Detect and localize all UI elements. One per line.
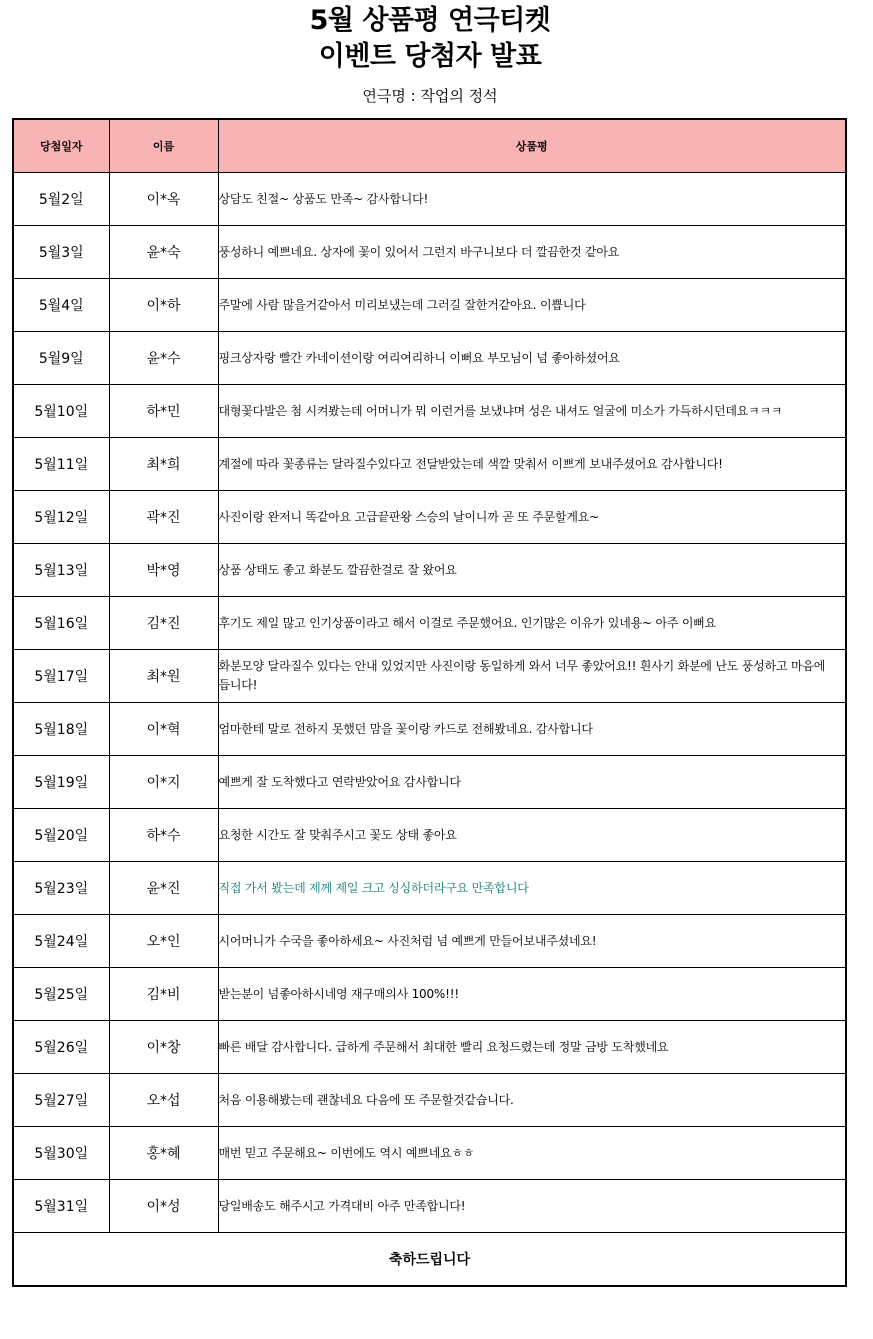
cell-date: 5월10일: [13, 385, 109, 438]
table-row: [13, 1180, 846, 1233]
table-row: [13, 703, 846, 756]
table-header-row: [13, 119, 846, 173]
cell-review: 매번 믿고 주문해요~ 이번에도 역시 예쁘네요ㅎㅎ: [218, 1127, 846, 1180]
cell-date: 5월3일: [13, 226, 109, 279]
winners-table: [12, 118, 847, 1287]
cell-name: 곽*진: [109, 491, 218, 544]
table-row: [13, 544, 846, 597]
page-title: 5월 상품평 연극티켓: [309, 5, 551, 36]
cell-name: 김*비: [109, 968, 218, 1021]
cell-review: 직접 가서 봤는데 제께 제일 크고 싱싱하더라구요 만족합니다: [218, 862, 846, 915]
cell-date: 5월17일: [13, 650, 109, 703]
table-row: [13, 279, 846, 332]
cell-name: 윤*숙: [109, 226, 218, 279]
cell-date: 5월19일: [13, 756, 109, 809]
cell-review: 화분모양 달라질수 있다는 안내 있었지만 사진이랑 동일하게 와서 너무 좋았어요!! 흰사기 화분에 난도 풍성하고 마음에 듭니다!: [218, 650, 846, 703]
cell-name: 홍*혜: [109, 1127, 218, 1180]
cell-name: 박*영: [109, 544, 218, 597]
table-row: [13, 1074, 846, 1127]
cell-review: 사진이랑 완저니 똑같아요 고급끝판왕 스승의 날이니까 곧 또 주문할게요~: [218, 491, 846, 544]
cell-name: 이*성: [109, 1180, 218, 1233]
cell-date: 5월25일: [13, 968, 109, 1021]
cell-date: 5월13일: [13, 544, 109, 597]
cell-review: 당일배송도 해주시고 가격대비 아주 만족합니다!: [218, 1180, 846, 1233]
cell-date: 5월12일: [13, 491, 109, 544]
cell-date: 5월16일: [13, 597, 109, 650]
table-row: [13, 438, 846, 491]
table-row: [13, 915, 846, 968]
cell-name: 이*옥: [109, 173, 218, 226]
cell-review: 핑크상자랑 빨간 카네이션이랑 여리여리하니 이뻐요 부모님이 넘 좋아하셨어요: [218, 332, 846, 385]
table-row: [13, 173, 846, 226]
cell-review: 받는분이 넘좋아하시네영 재구매의사 100%!!!: [218, 968, 846, 1021]
table-row: [13, 1021, 846, 1074]
cell-review: 시어머니가 수국을 좋아하세요~ 사진처럼 넘 예쁘게 만들어보내주셨네요!: [218, 915, 846, 968]
table-row: [13, 862, 846, 915]
header-date: 당첨일자: [13, 119, 109, 173]
table-row: [13, 809, 846, 862]
cell-name: 김*진: [109, 597, 218, 650]
cell-review: 처음 이용해봤는데 괜찮네요 다음에 또 주문할것같습니다.: [218, 1074, 846, 1127]
cell-review: 엄마한테 말로 전하지 못했던 맘을 꽃이랑 카드로 전해봤네요. 감사합니다: [218, 703, 846, 756]
cell-date: 5월9일: [13, 332, 109, 385]
cell-review: 상담도 친절~ 상품도 만족~ 감사합니다!: [218, 173, 846, 226]
cell-date: 5월31일: [13, 1180, 109, 1233]
cell-date: 5월30일: [13, 1127, 109, 1180]
congratulations-text: 축하드립니다: [13, 1233, 846, 1287]
cell-review: 예쁘게 잘 도착했다고 연락받았어요 감사합니다: [218, 756, 846, 809]
table-row: [13, 491, 846, 544]
cell-review: 대형꽃다발은 첨 시켜봤는데 어머니가 뭐 이런거를 보냈냐며 성은 내셔도 얼굴에 미소가 가득하시던데요ㅋㅋㅋ: [218, 385, 846, 438]
cell-review: 빠른 배달 감사합니다. 급하게 주문해서 최대한 빨리 요청드렸는데 정말 금방 도착했네요: [218, 1021, 846, 1074]
cell-name: 하*민: [109, 385, 218, 438]
cell-date: 5월4일: [13, 279, 109, 332]
cell-review: 요청한 시간도 잘 맞춰주시고 꽃도 상태 좋아요: [218, 809, 846, 862]
cell-date: 5월24일: [13, 915, 109, 968]
table-row: [13, 968, 846, 1021]
cell-name: 이*창: [109, 1021, 218, 1074]
cell-date: 5월11일: [13, 438, 109, 491]
cell-name: 오*인: [109, 915, 218, 968]
cell-name: 이*지: [109, 756, 218, 809]
cell-name: 윤*수: [109, 332, 218, 385]
cell-name: 이*하: [109, 279, 218, 332]
table-row: [13, 385, 846, 438]
cell-date: 5월27일: [13, 1074, 109, 1127]
cell-date: 5월23일: [13, 862, 109, 915]
table-footer-row: [13, 1233, 846, 1287]
cell-name: 하*수: [109, 809, 218, 862]
cell-review: 계절에 따라 꽃종류는 달라질수있다고 전달받았는데 색깔 맞춰서 이쁘게 보내주셨어요 감사합니다!: [218, 438, 846, 491]
header-name: 이름: [109, 119, 218, 173]
play-name: 연극명 : 작업의 정석: [362, 87, 498, 105]
table-row: [13, 756, 846, 809]
cell-date: 5월18일: [13, 703, 109, 756]
cell-name: 최*원: [109, 650, 218, 703]
page-title-line-2: 이벤트 당첨자 발표: [318, 41, 542, 72]
cell-review: 후기도 제일 많고 인기상품이라고 해서 이걸로 주문했어요. 인기많은 이유가 있네용~ 아주 이뻐요: [218, 597, 846, 650]
cell-name: 오*섭: [109, 1074, 218, 1127]
table-row: [13, 1127, 846, 1180]
cell-name: 최*희: [109, 438, 218, 491]
cell-date: 5월2일: [13, 173, 109, 226]
cell-name: 이*혁: [109, 703, 218, 756]
cell-review: 풍성하니 예쁘네요. 상자에 꽃이 있어서 그런지 바구니보다 더 깔끔한것 같아요: [218, 226, 846, 279]
table-row: [13, 650, 846, 703]
cell-review: 상품 상태도 좋고 화분도 깔끔한걸로 잘 왔어요: [218, 544, 846, 597]
header-review: 상품평: [218, 119, 846, 173]
table-row: [13, 332, 846, 385]
cell-date: 5월20일: [13, 809, 109, 862]
cell-date: 5월26일: [13, 1021, 109, 1074]
table-row: [13, 597, 846, 650]
cell-review: 주말에 사람 많을거같아서 미리보냈는데 그러길 잘한거같아요. 이쁩니다: [218, 279, 846, 332]
cell-name: 윤*진: [109, 862, 218, 915]
table-row: [13, 226, 846, 279]
